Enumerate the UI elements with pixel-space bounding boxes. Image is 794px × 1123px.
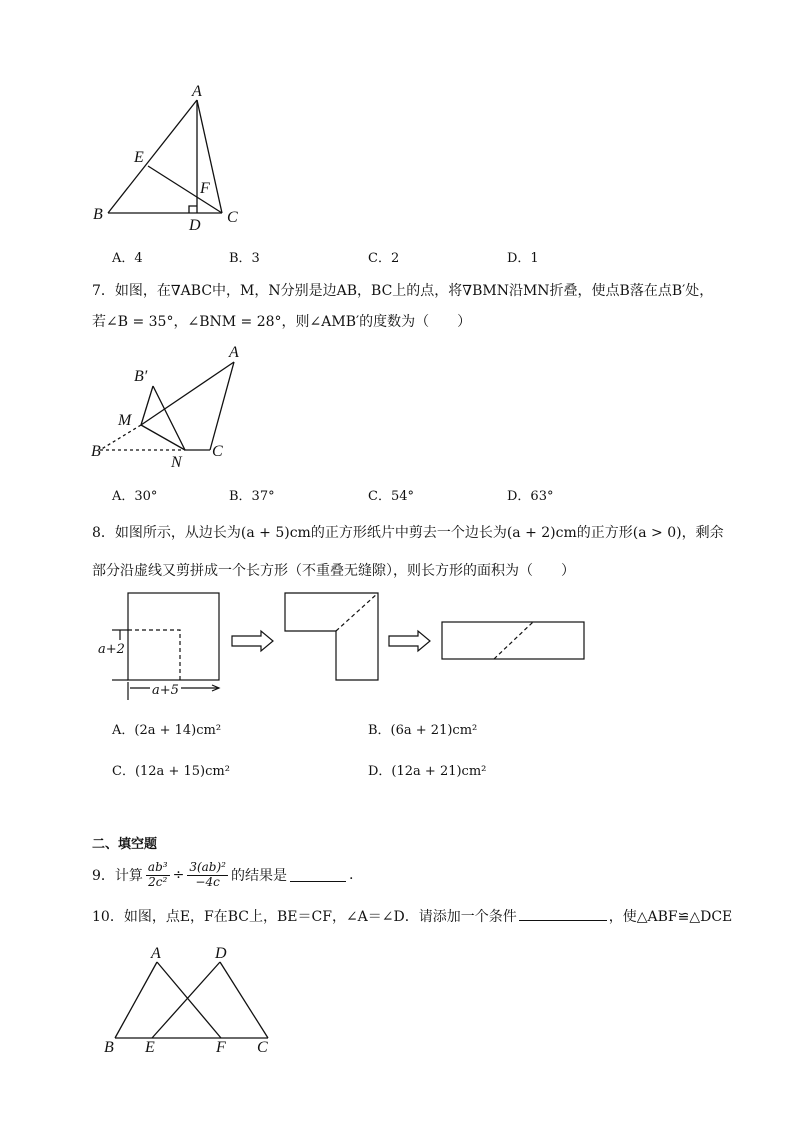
q9-operator: ÷ — [172, 867, 185, 883]
q7-label-B: B — [91, 443, 101, 460]
q8-label-side: a+2 — [98, 642, 125, 657]
q8-text-line2: 部分沿虚线又剪拼成一个长方形（不重叠无缝隙），则长方形的面积为（ ） — [92, 563, 575, 579]
q7-label-C: C — [212, 443, 223, 460]
q10-label-D: D — [215, 945, 227, 962]
label-C: C — [227, 209, 238, 226]
q9-end: . — [348, 867, 354, 883]
q10-label-A: A — [151, 945, 161, 962]
q9-frac2-num: 3(ab)² — [189, 860, 226, 875]
q6-option-b: B．3 — [229, 251, 260, 266]
label-B: B — [93, 206, 103, 223]
q8-option-b: B．(6a + 21)cm² — [368, 723, 478, 738]
q10-label-E: E — [145, 1039, 155, 1056]
label-A: A — [192, 83, 202, 100]
q9-frac1-num: ab³ — [147, 860, 168, 875]
q8-option-c: C．(12a + 15)cm² — [112, 764, 230, 779]
q6-option-a: A．4 — [112, 251, 143, 266]
q7-option-b: B．37° — [229, 489, 275, 504]
q7-label-M: M — [118, 412, 132, 429]
q10-label-B: B — [104, 1039, 114, 1056]
q10-text: 10．如图，点E，F在BC上，BE＝CF，∠A＝∠D．请添加一个条件 — [92, 909, 517, 925]
q10-suffix: ，使△ABF≌△DCE — [608, 909, 733, 925]
label-E: E — [134, 149, 144, 166]
q8-option-a: A．(2a + 14)cm² — [112, 723, 222, 738]
q7-option-a: A．30° — [112, 489, 158, 504]
q7-option-d: D．63° — [507, 489, 554, 504]
q7-option-c: C．54° — [368, 489, 414, 504]
q7-label-Bprime: B′ — [134, 368, 148, 385]
q7-text-line2: 若∠B = 35°，∠BNM = 28°，则∠AMB′的度数为（ ） — [92, 314, 472, 330]
q9-prefix: 9．计算 — [92, 868, 143, 884]
q9-frac1-den: 2c² — [148, 874, 168, 889]
q8-option-d: D．(12a + 21)cm² — [368, 764, 487, 779]
q6-option-d: D．1 — [507, 251, 539, 266]
q7-label-N: N — [171, 454, 182, 471]
q6-option-c: C．2 — [368, 251, 400, 266]
q9-frac2-den: −4c — [195, 874, 220, 889]
q8-label-bottom: a+5 — [152, 683, 179, 698]
section-title-fill-in: 二、填空题 — [92, 837, 158, 852]
q9-suffix: 的结果是 — [230, 868, 287, 884]
q10-label-F: F — [216, 1039, 226, 1056]
label-D: D — [189, 217, 201, 234]
q7-label-A: A — [229, 344, 239, 361]
label-F: F — [200, 180, 210, 197]
q8-text-line1: 8．如图所示，从边长为(a + 5)cm的正方形纸片中剪去一个边长为(a + 2)cm的正方形(a > 0)，剩余 — [92, 525, 724, 541]
q7-text-line1: 7．如图，在∇ABC中，M，N分别是边AB，BC上的点，将∇BMN沿MN折叠，使点B落在点B′处， — [92, 283, 714, 299]
q10-label-C: C — [257, 1039, 268, 1056]
